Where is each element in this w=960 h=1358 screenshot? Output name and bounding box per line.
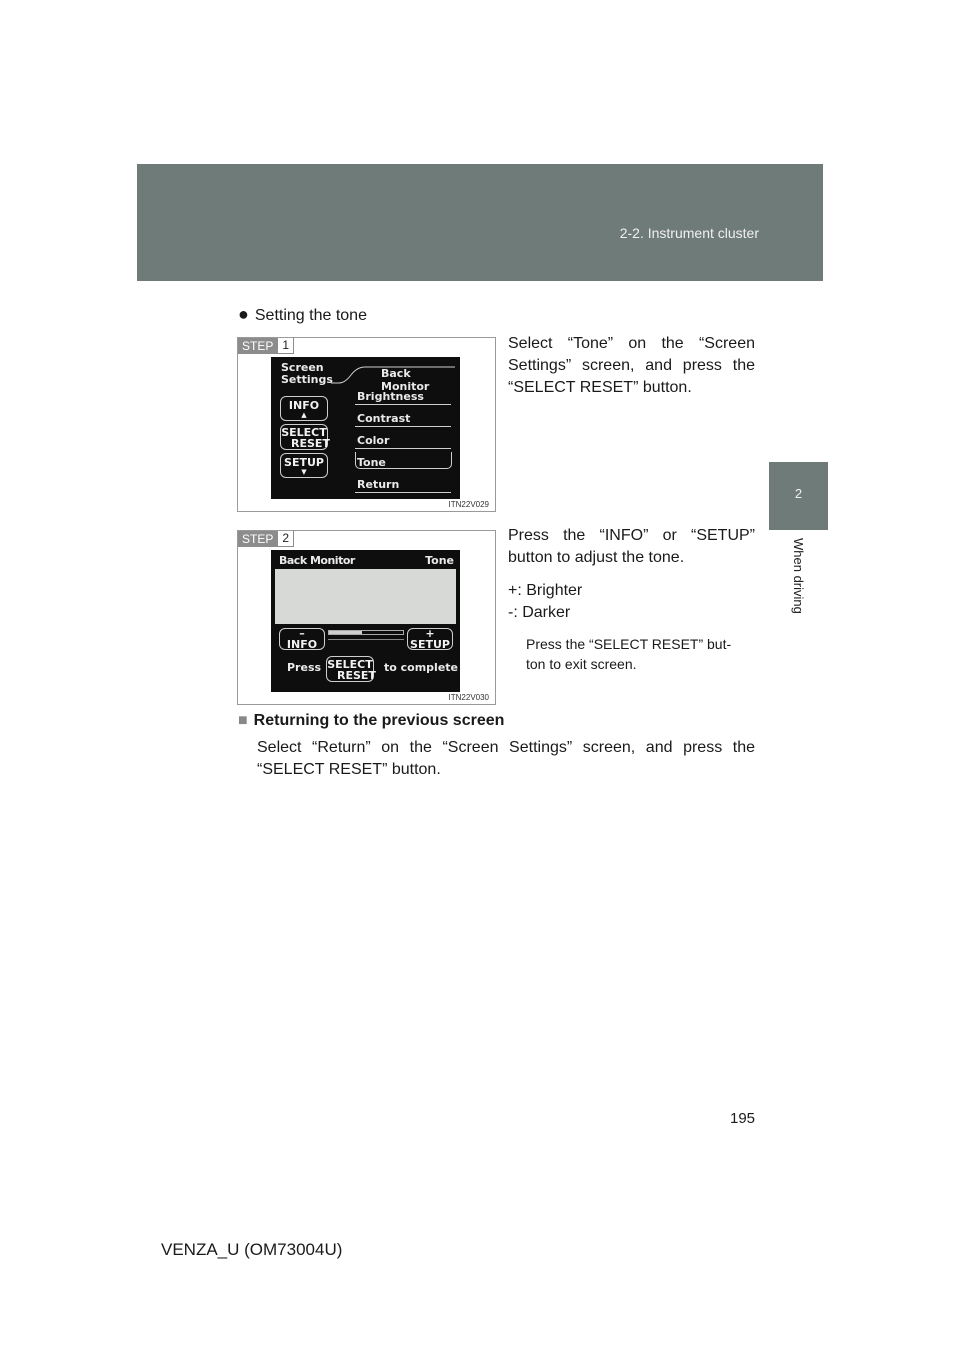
tone-level-bar bbox=[328, 630, 404, 635]
select-label: SELECT bbox=[281, 426, 327, 439]
returning-heading-text: Returning to the previous screen bbox=[253, 712, 505, 729]
title-line2: Settings bbox=[281, 373, 333, 386]
step-number: 1 bbox=[277, 338, 294, 354]
menu-item-tone: Tone bbox=[357, 456, 386, 469]
returning-text: Select “Return” on the “Screen Settings” screen, and press the “SELECT RESET” button. bbox=[257, 739, 755, 778]
menu-divider bbox=[355, 492, 451, 493]
reset-label: RESET bbox=[291, 437, 330, 450]
section-title: 2-2. Instrument cluster bbox=[619, 225, 759, 241]
camera-preview-area bbox=[275, 569, 456, 624]
screen-settings-title bbox=[281, 362, 333, 386]
menu-item-color: Color bbox=[357, 434, 390, 447]
title-line1: Screen bbox=[281, 361, 324, 374]
arrow-up-icon: ▲ bbox=[301, 411, 307, 419]
manual-code: VENZA_U (OM73004U) bbox=[161, 1240, 343, 1259]
note-line1: Press the “SELECT RESET” but- bbox=[526, 636, 732, 652]
reset-label: RESET bbox=[337, 669, 376, 682]
menu-divider bbox=[355, 404, 451, 405]
setup-button bbox=[280, 453, 328, 478]
minus-darker: -: Darker bbox=[508, 604, 571, 621]
screen-title-tone: Tone bbox=[425, 554, 454, 567]
setup-button bbox=[407, 628, 453, 650]
select-reset-button bbox=[280, 424, 328, 450]
tone-scale-line bbox=[328, 639, 404, 640]
menu-divider bbox=[355, 426, 451, 427]
setup-label: SETUP bbox=[284, 456, 324, 469]
square-bullet-icon: ■ bbox=[238, 712, 248, 729]
step-label: STEP bbox=[238, 338, 277, 354]
step1-tag bbox=[238, 338, 294, 354]
press-label: Press bbox=[287, 661, 322, 674]
to-complete-label: to complete bbox=[384, 661, 459, 674]
page-number: 195 bbox=[730, 1110, 756, 1127]
select-label: SELECT bbox=[327, 658, 373, 671]
info-button bbox=[279, 628, 325, 650]
info-label: INFO bbox=[286, 638, 318, 651]
step-number: 2 bbox=[277, 531, 294, 547]
menu-item-contrast: Contrast bbox=[357, 412, 411, 425]
menu-item-back-monitor: Back Monitor bbox=[381, 367, 430, 393]
select-reset-button bbox=[326, 656, 374, 682]
arrow-down-icon: ▼ bbox=[301, 468, 307, 476]
info-label: INFO bbox=[288, 399, 320, 412]
bullet-icon: ● bbox=[238, 304, 249, 324]
menu-item-brightness: Brightness bbox=[357, 390, 424, 403]
heading-text: Setting the tone bbox=[254, 307, 367, 324]
chapter-tab bbox=[769, 462, 828, 530]
menu-divider bbox=[355, 448, 451, 449]
minus-icon: – bbox=[299, 627, 305, 640]
step-label: STEP bbox=[238, 531, 277, 547]
info-button bbox=[280, 396, 328, 421]
step2-tag bbox=[238, 531, 294, 547]
plus-brighter: +: Brighter bbox=[508, 582, 583, 599]
step1-instruction: Select “Tone” on the “Screen Settings” screen, and press the “SELECT RESET” button. bbox=[508, 335, 755, 396]
step2-figure bbox=[237, 530, 496, 705]
menu-item-return: Return bbox=[357, 478, 400, 491]
step2-instruction: Press the “INFO” or “SETUP” button to adjust the tone. bbox=[508, 527, 755, 566]
step1-screen bbox=[271, 357, 460, 499]
step2-note bbox=[526, 634, 758, 674]
note-line2: ton to exit screen. bbox=[526, 656, 637, 672]
returning-heading bbox=[238, 712, 504, 730]
header-band bbox=[137, 164, 823, 281]
section-heading bbox=[238, 304, 367, 325]
image-code: ITN22V029 bbox=[448, 500, 489, 509]
tone-level-fill bbox=[329, 631, 362, 634]
step2-screen bbox=[271, 550, 460, 692]
plus-icon: + bbox=[425, 627, 435, 640]
screen-title-back-monitor: Back Monitor bbox=[279, 554, 355, 567]
setup-label: SETUP bbox=[410, 638, 450, 651]
image-code: ITN22V030 bbox=[448, 693, 489, 702]
chapter-label: When driving bbox=[791, 538, 806, 614]
step1-figure bbox=[237, 337, 496, 512]
chapter-number: 2 bbox=[794, 486, 803, 501]
